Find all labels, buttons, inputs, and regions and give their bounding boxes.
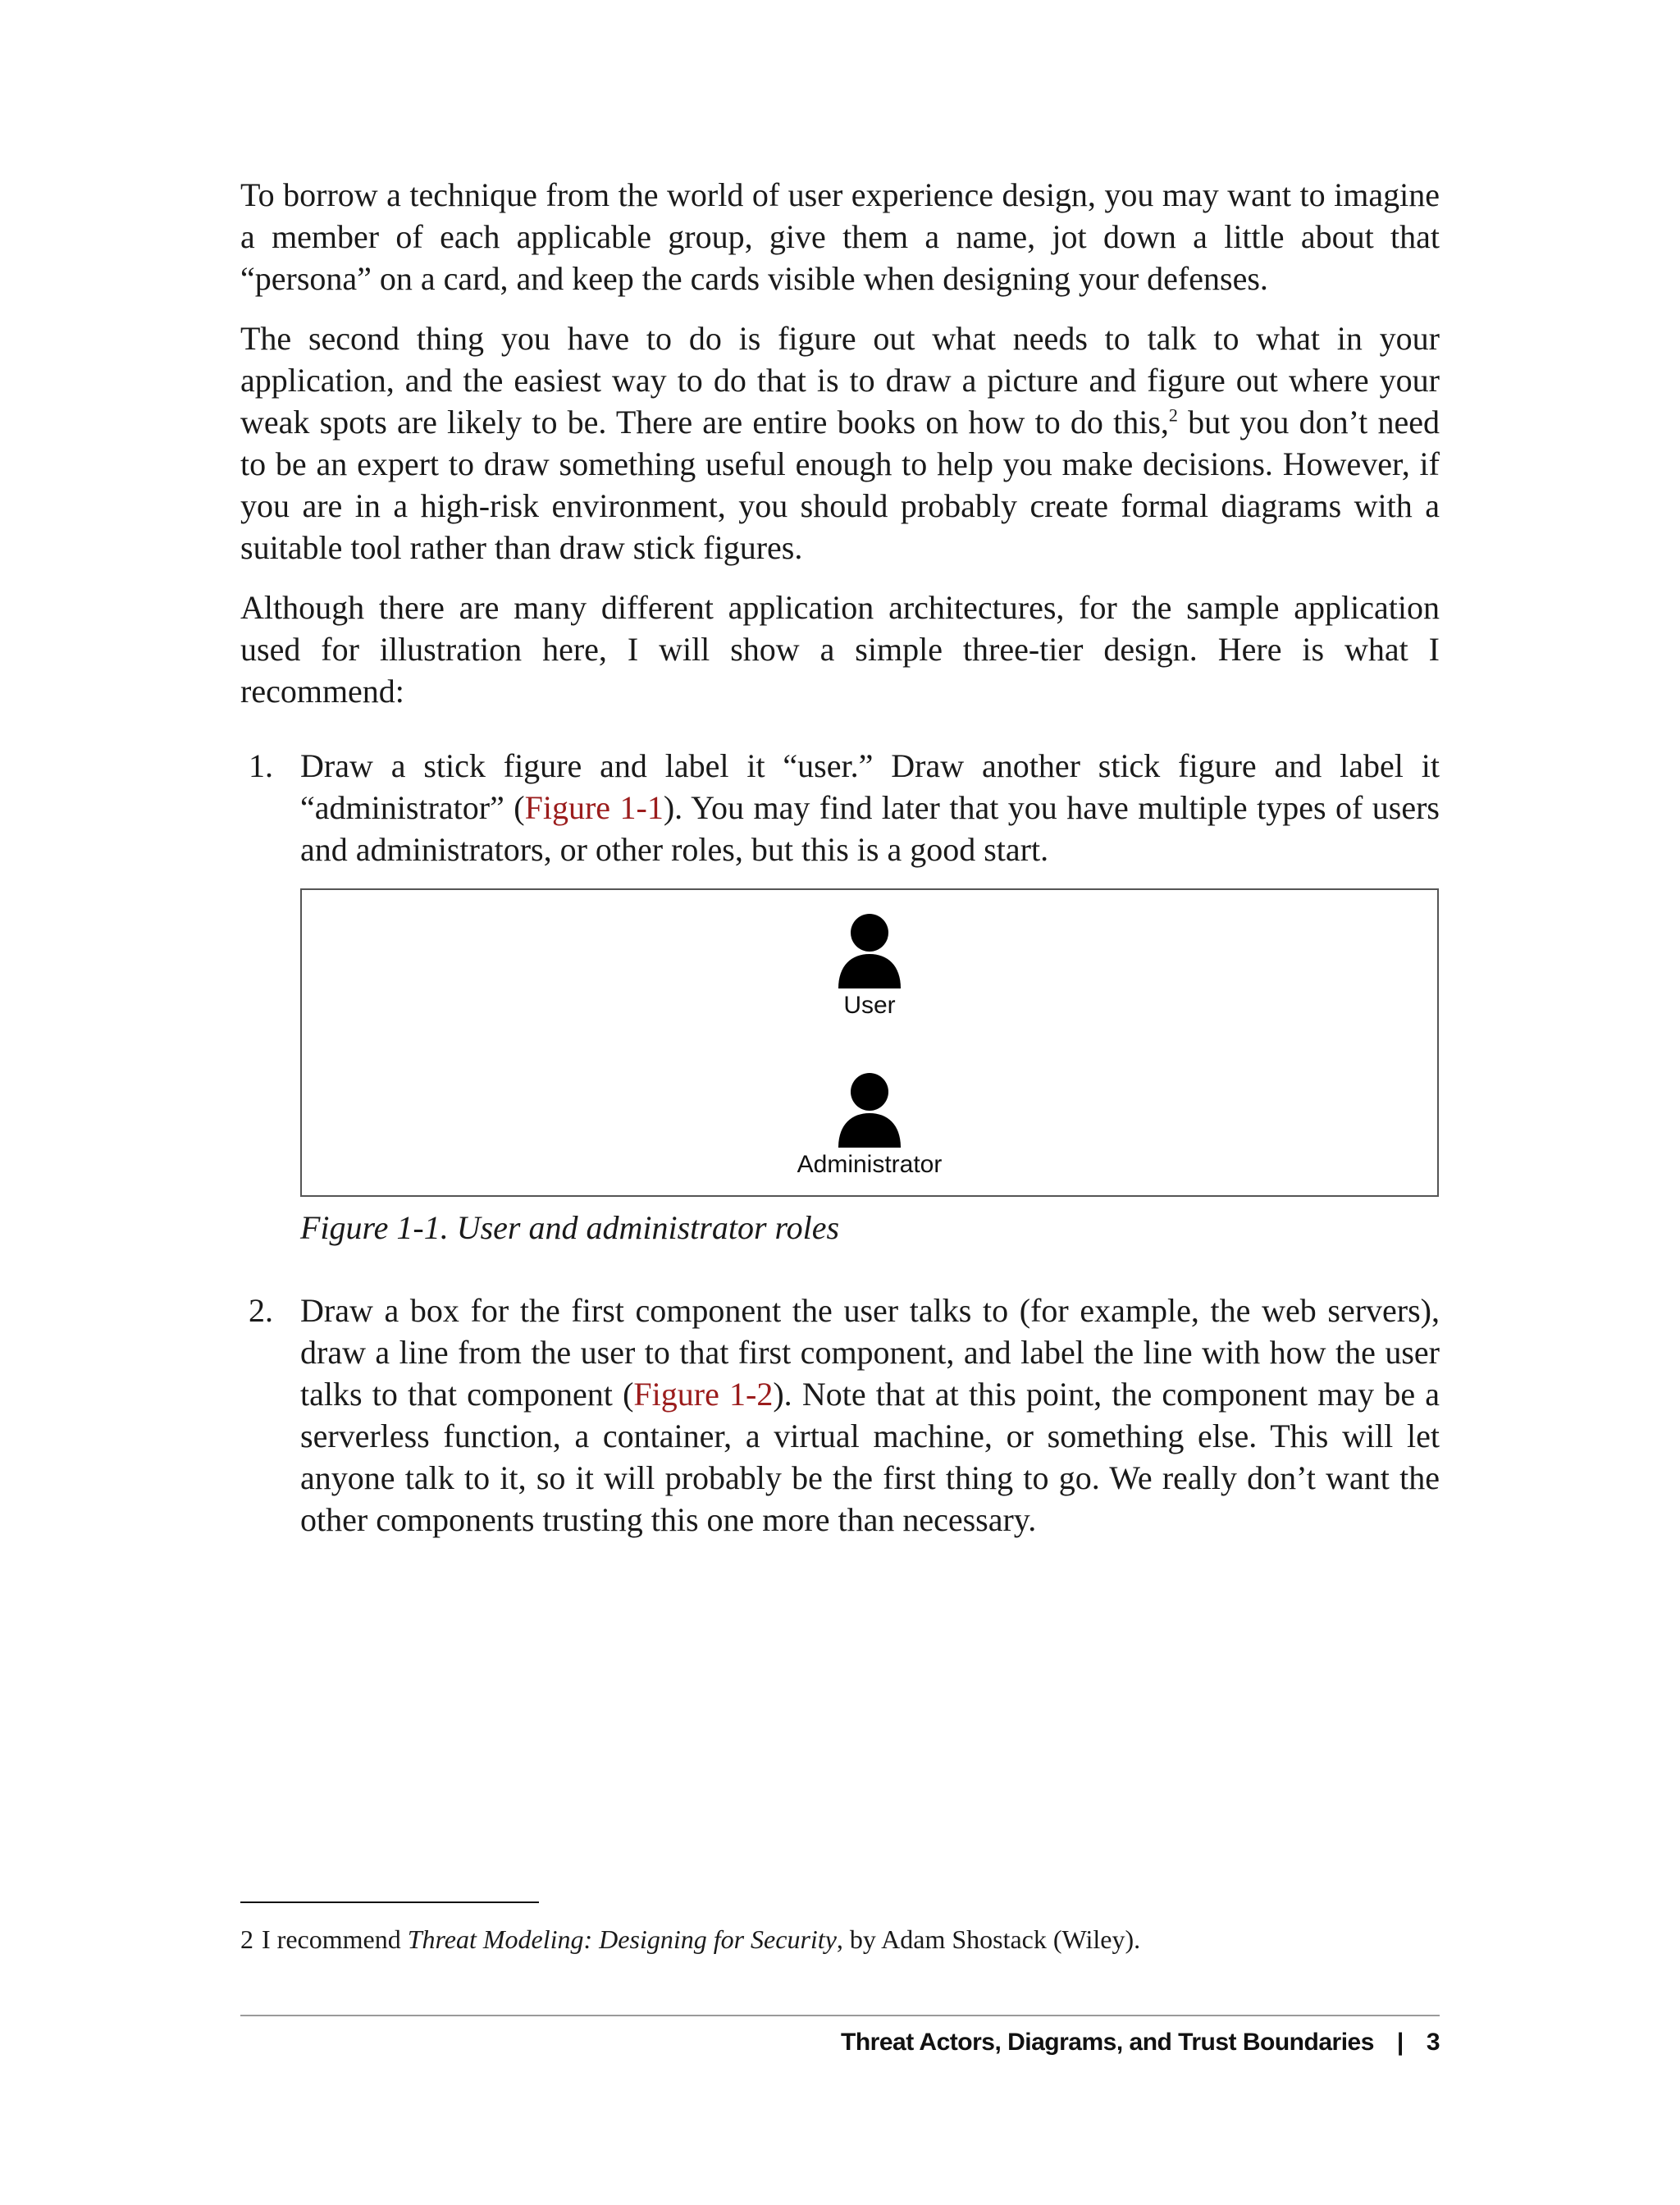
paragraph-architectures: Although there are many different application architectures, for the sample application used for illustration here, I will show a simple three-tier design. Here is what I recommend: <box>240 589 1440 710</box>
list-text: Draw a stick figure and label it “user.” Draw another stick figure and label it “administrator” ( <box>300 747 1440 826</box>
chapter-title: Threat Actors, Diagrams, and Trust Boundaries <box>841 2029 1374 2056</box>
list-text: Draw a box for the first component the user talks to (for example, the web servers), draw a line from the user to that first component, and label the line with how the user talks to that component ( <box>300 1292 1440 1413</box>
page-content <box>240 174 1440 1541</box>
footer-separator: | <box>1396 2029 1404 2056</box>
figure-link[interactable]: Figure 1-1 <box>524 789 664 826</box>
list-number: 2. <box>249 1292 273 1329</box>
footnote-number: 2 <box>240 1924 253 1954</box>
list-text: ). You may find later that you have multiple types of users and administrators, or other roles, but this is a good start. <box>300 789 1440 868</box>
list-text: ). Note that at this point, the component may be a serverless function, a container, a virtual machine, or something else. This will let anyone talk to it, so it will probably be the first thing to go. We really don’t want the other components trusting this one more than necessary. <box>300 1376 1440 1538</box>
footnote <box>240 1923 1140 1956</box>
page-footer <box>841 2026 1440 2059</box>
user-figure <box>746 911 993 1020</box>
footnote-text: , by Adam Shostack (Wiley). <box>836 1924 1141 1954</box>
footnote-divider <box>240 1901 539 1903</box>
steps-list <box>240 745 1440 1541</box>
list-item <box>240 745 1440 1249</box>
person-icon <box>835 911 904 990</box>
footnote-text: I recommend <box>262 1924 408 1954</box>
paragraph-persona: To borrow a technique from the world of user experience design, you may want to imagine a member of each applicable group, give them a name, jot down a little about that “persona” on a card, and keep the cards visible when designing your defenses. <box>240 176 1440 297</box>
figure-diagram <box>300 888 1439 1197</box>
footnote-reference[interactable]: 2 <box>1168 404 1178 426</box>
administrator-label: Administrator <box>797 1151 943 1178</box>
user-label: User <box>843 992 896 1019</box>
figure-link[interactable]: Figure 1-2 <box>633 1376 774 1413</box>
footer-divider <box>240 2015 1440 2016</box>
figure-caption: Figure 1-1. User and administrator roles <box>300 1209 840 1246</box>
person-icon <box>835 1071 904 1149</box>
list-number: 1. <box>249 747 273 784</box>
paragraph-text: but you don’t need to be an expert to draw something useful enough to help you make decisions. However, if you are in a high-risk environment, you should probably create formal diagrams with a suitable tool rather than draw stick figures. <box>240 404 1440 566</box>
paragraph-draw-picture <box>240 317 1440 568</box>
list-item <box>240 1290 1440 1541</box>
administrator-figure <box>746 1071 993 1179</box>
page-number: 3 <box>1426 2029 1440 2056</box>
footnote-book-title: Threat Modeling: Designing for Security <box>407 1924 837 1954</box>
paragraph-text: The second thing you have to do is figure out what needs to talk to what in your application, and the easiest way to do that is to draw a picture and figure out where your weak spots are likely to be. There are entire books on how to do this, <box>240 320 1440 441</box>
